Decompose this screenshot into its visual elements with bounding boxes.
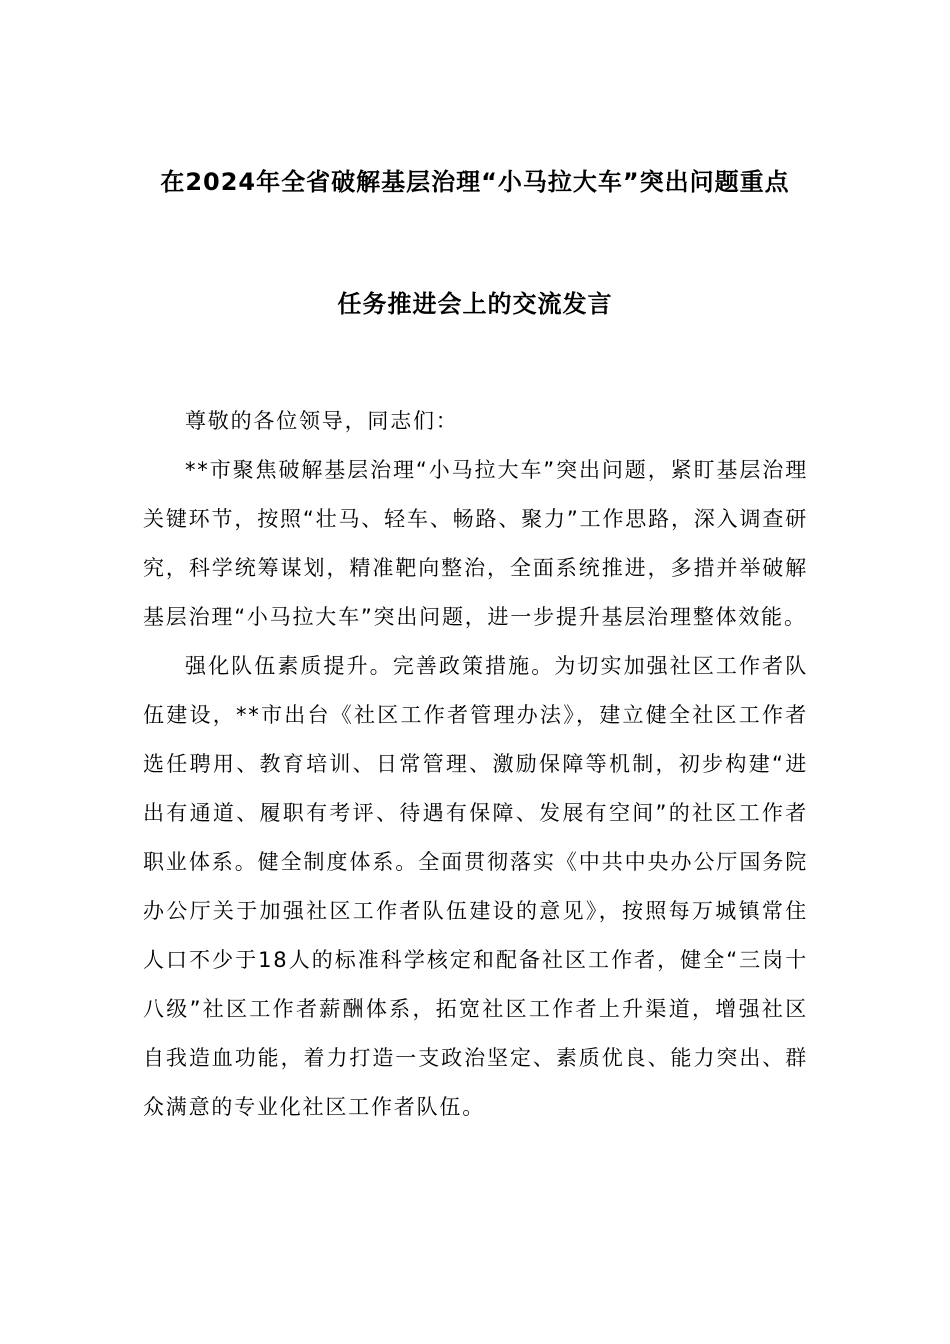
document-title-line-1: 在2024年全省破解基层治理“小马拉大车”突出问题重点 [160, 168, 790, 196]
paragraph-intro: **市聚焦破解基层治理“小马拉大车”突出问题，紧盯基层治理关键环节，按照“壮马、轻车、畅路、聚力”工作思路，深入调查研究，科学统筹谋划，精准靶向整治，全面系统推进，多措并举破解基层治理“小马拉大车”突出问题，进一步提升基层治理整体效能。 [143, 458, 808, 629]
document-body [143, 397, 808, 1132]
document-title-line-2: 任务推进会上的交流发言 [337, 290, 613, 318]
paragraph-team-quality: 强化队伍素质提升。完善政策措施。为切实加强社区工作者队伍建设，**市出台《社区工作者管理办法》，建立健全社区工作者选任聘用、教育培训、日常管理、激励保障等机制，初步构建“进出有通道、履职有考评、待遇有保障、发展有空间”的社区工作者职业体系。健全制度体系。全面贯彻落实《中共中央办公厅国务院办公厅关于加强社区工作者队伍建设的意见》，按照每万城镇常住人口不少于18人的标准科学核定和配备社区工作者，健全“三岗十八级”社区工作者薪酬体系，拓宽社区工作者上升渠道，增强社区自我造血功能，着力打造一支政治坚定、素质优良、能力突出、群众满意的专业化社区工作者队伍。 [143, 654, 808, 1119]
salutation: 尊敬的各位领导，同志们： [185, 409, 459, 433]
